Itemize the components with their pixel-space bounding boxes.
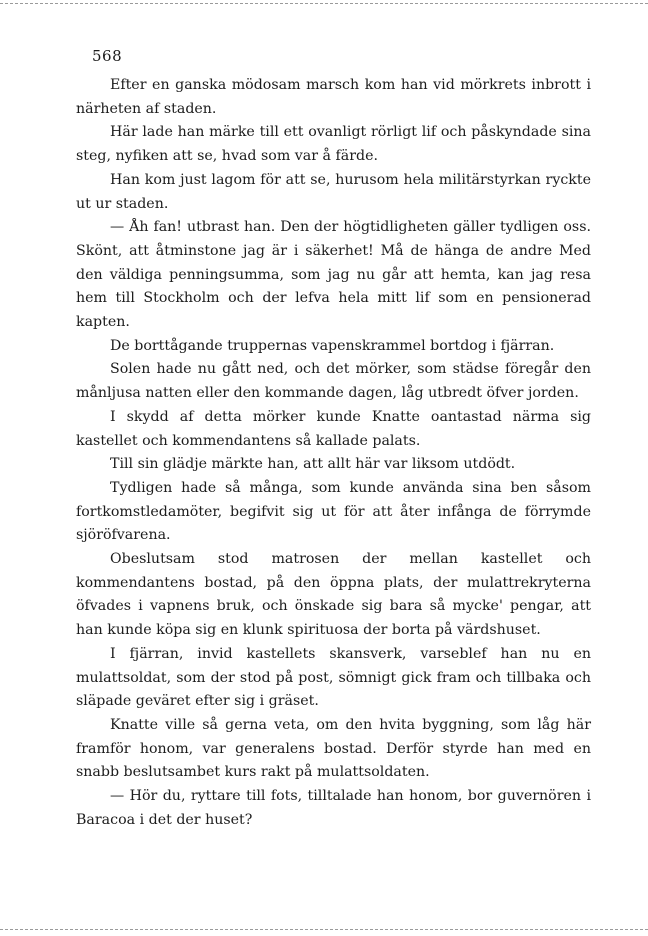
page-number: 568	[92, 47, 123, 65]
paragraph: Till sin glädje märkte han, att allt här var liksom utdödt.	[110, 456, 516, 473]
paragraph: De borttågande truppernas vapenskrammel bortdog i fjärran.	[110, 337, 555, 354]
paragraph: Här lade han märke till ett ovanligt rörligt lif och påskyndade sina steg, nyfiken att se, hvad som var å färde.	[76, 124, 591, 165]
paragraph: Obeslutsam stod matrosen der mellan kastellet och kommendantens bostad, på den öppna plats, der mulattrekryterna öfvades i vapnens bruk, och önskade sig bara så mycke' pengar, att han kunde köpa sig en klunk spirituosa der borta på värdshuset.	[76, 551, 591, 639]
paragraph: Knatte ville så gerna veta, om den hvita byggning, som låg här framför honom, var generalens bostad. Derför styrde han med en snabb beslutsambet kurs rakt på mulattsoldaten.	[76, 716, 591, 781]
paragraph: Efter en ganska mödosam marsch kom han vid mörkrets inbrott i närheten af staden.	[76, 77, 591, 117]
paragraph: Tydligen hade så många, som kunde använda sina ben såsom fortkomstledamöter, begifvit sig ut för att åter infånga de förrymde sjöröfvarena.	[76, 479, 591, 544]
page-body	[76, 74, 591, 833]
paragraph: — Hör du, ryttare till fots, tilltalade han honom, bor guvernören i Baracoa i det der huset?	[76, 788, 591, 828]
paragraph: I skydd af detta mörker kunde Knatte oantastad närma sig kastellet och kommendantens så kallade palats.	[76, 408, 591, 449]
top-scan-edge	[0, 3, 648, 4]
bottom-scan-edge	[0, 929, 648, 930]
paragraph: — Åh fan! utbrast han. Den der högtidligheten gäller tydligen oss. Skönt, att åtminstone jag är i säkerhet! Må de hänga de andre Med den väldiga penningsumma, som jag nu går att hemta, kan jag resa hem till Stockholm och der lefva hela mitt lif som en pensionerad kapten.	[76, 219, 591, 331]
paragraph: Solen hade nu gått ned, och det mörker, som städse föregår den månljusa natten eller den kommande dagen, låg utbredt öfver jorden.	[76, 361, 591, 402]
paragraph: Han kom just lagom för att se, hurusom hela militärstyrkan ryckte ut ur staden.	[76, 171, 591, 212]
paragraph: I fjärran, invid kastellets skansverk, varseblef han nu en mulattsoldat, som der stod på post, sömnigt gick fram och tillbaka och släpade geväret efter sig i gräset.	[76, 645, 591, 710]
